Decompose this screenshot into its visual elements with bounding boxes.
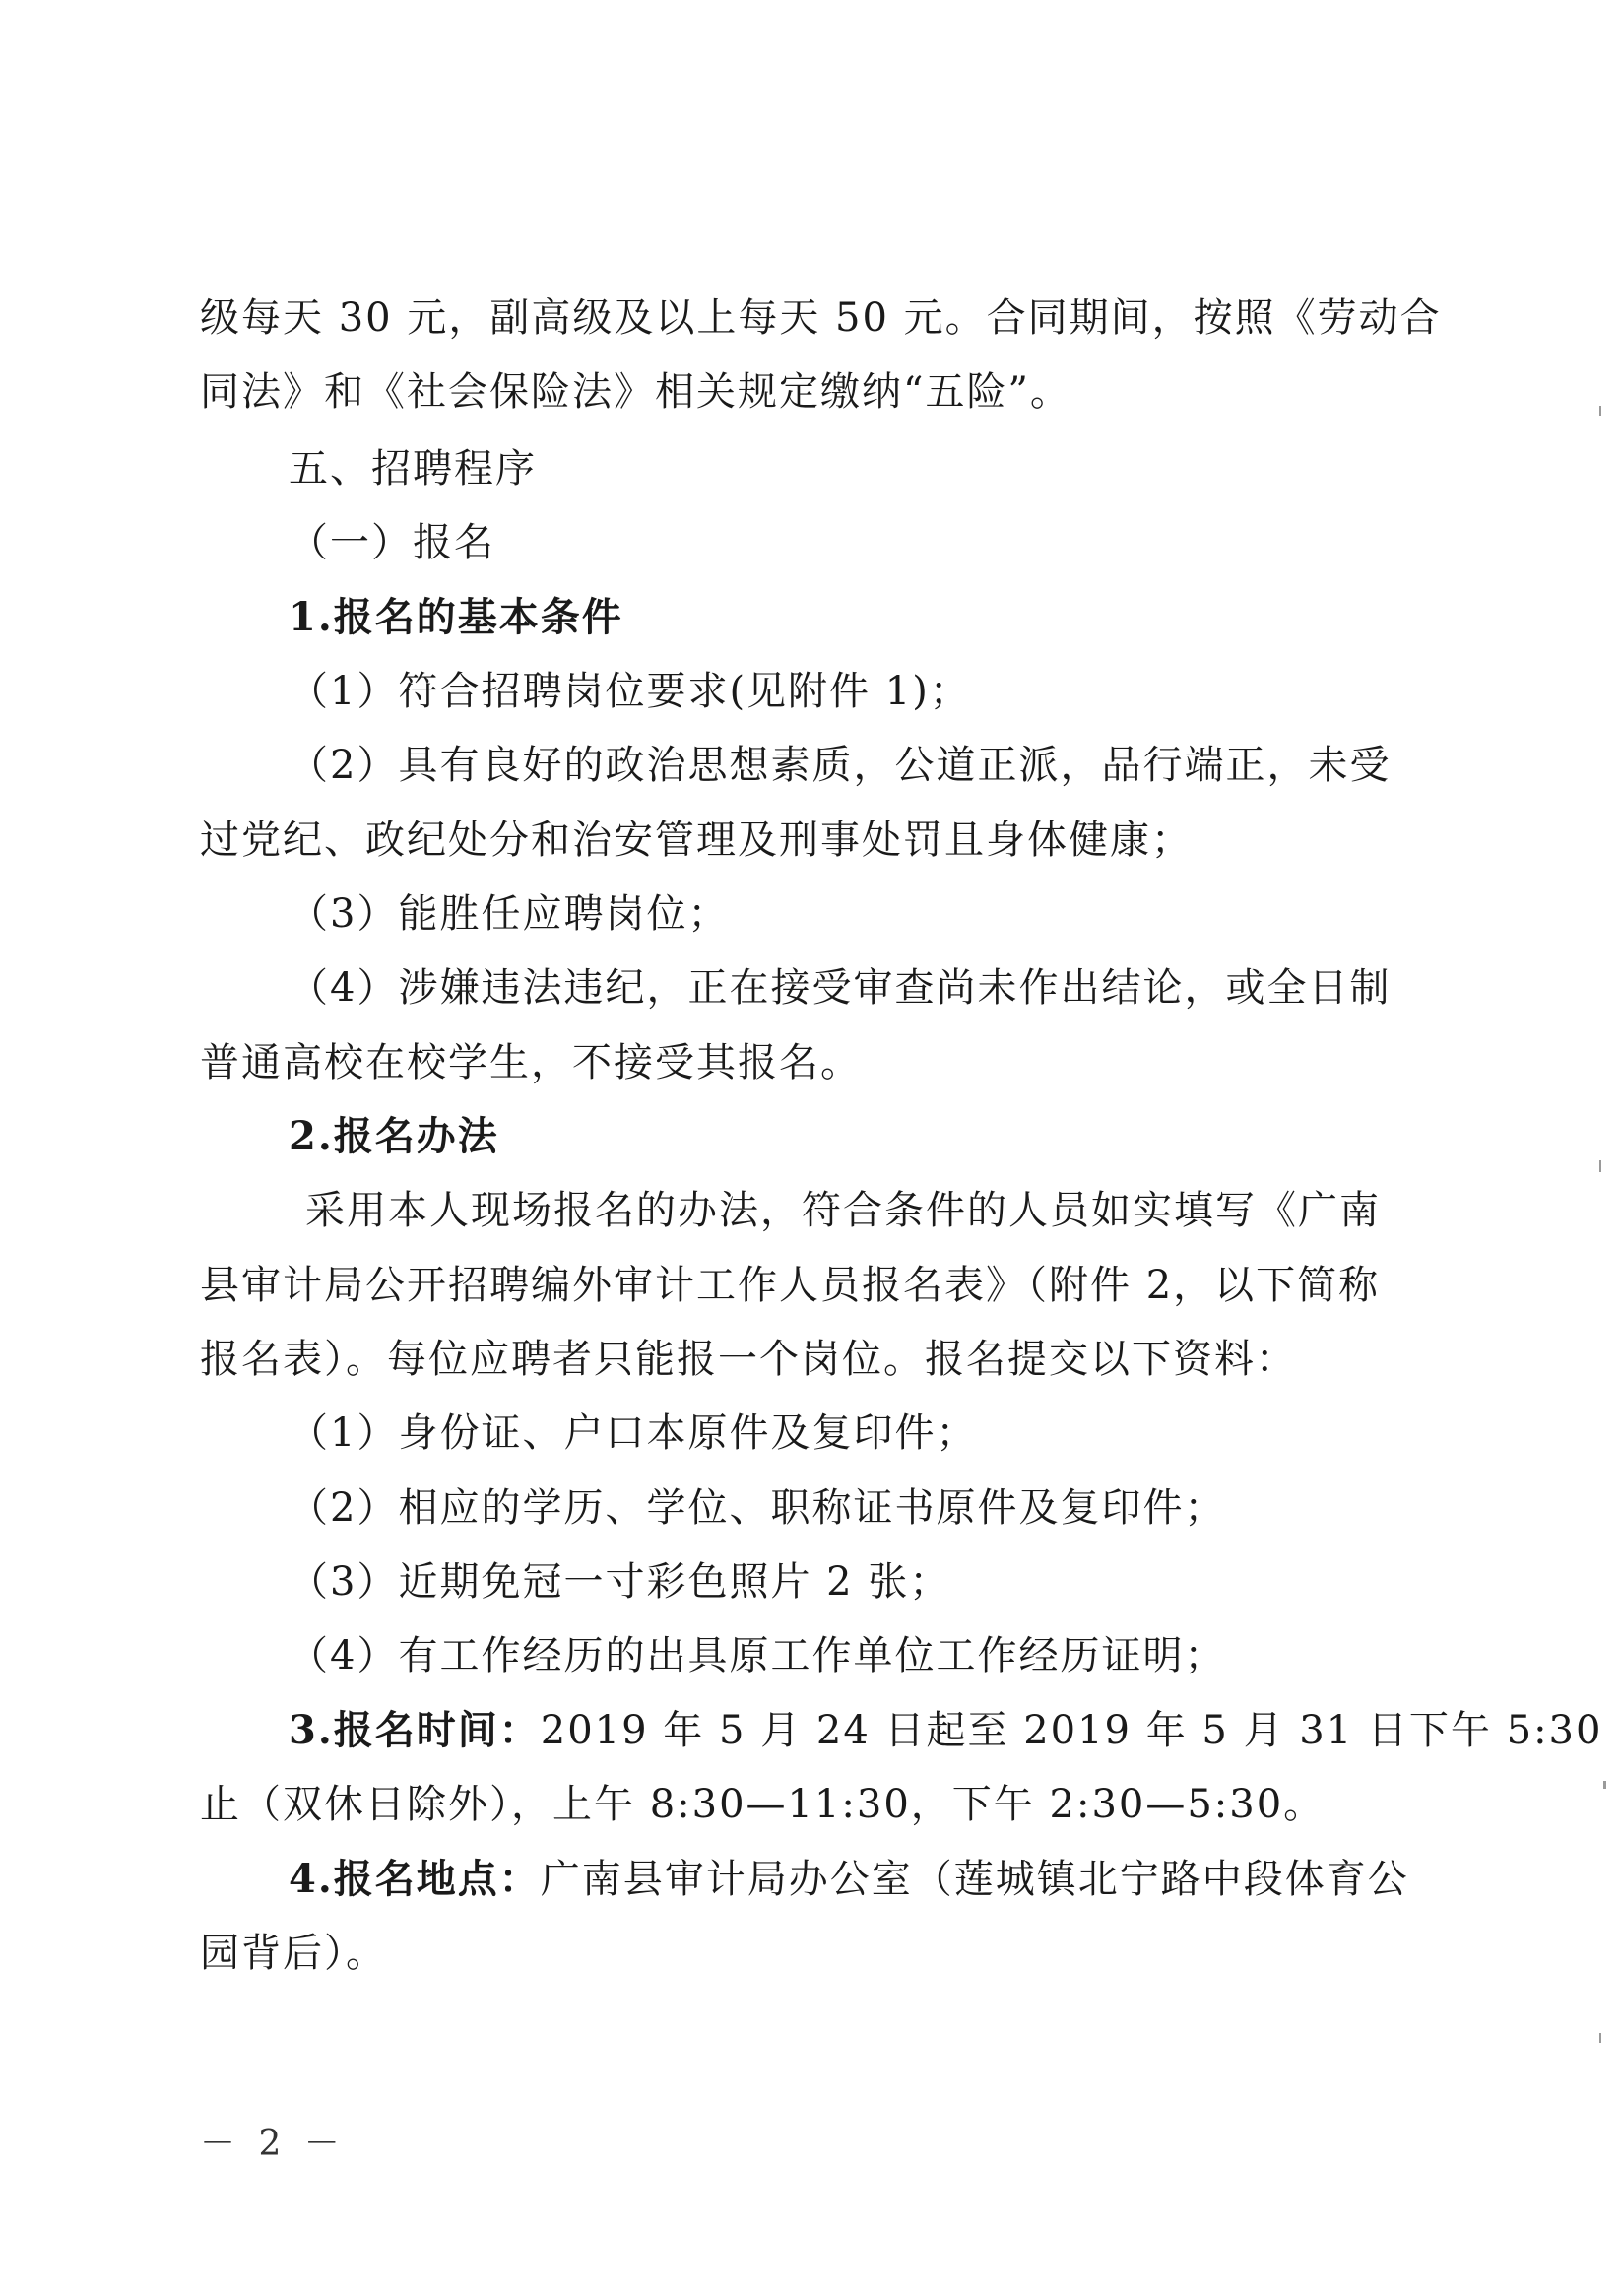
registration-time-line (289, 1707, 1602, 1754)
scan-speck (1599, 2033, 1601, 2043)
registration-location-label: 4.报名地点： (289, 1856, 541, 1902)
list-item: （2）相应的学历、学位、职称证书原件及复印件； (289, 1485, 1226, 1531)
registration-time-value: 2019 年 5 月 24 日起至 2019 年 5 月 31 日下午 5:30 (540, 1708, 1603, 1753)
scan-speck (1599, 406, 1601, 416)
scan-speck (1603, 1781, 1606, 1789)
list-item: （4）涉嫌违法违纪，正在接受审查尚未作出结论，或全日制 (289, 965, 1392, 1011)
list-item: （2）具有良好的政治思想素质，公道正派，品行端正，未受 (289, 743, 1392, 788)
registration-time-label: 3.报名时间： (289, 1707, 541, 1753)
paragraph-line: 级每天 30 元，副高级及以上每天 50 元。合同期间，按照《劳动合 (200, 295, 1442, 341)
paragraph-line: 同法》和《社会保险法》相关规定缴纳“五险”。 (200, 369, 1071, 415)
list-item: （1）符合招聘岗位要求(见附件 1)； (289, 669, 971, 714)
list-item: （3）能胜任应聘岗位； (289, 891, 730, 937)
page-number: － 2 － (200, 2124, 346, 2164)
registration-location-line (289, 1856, 1409, 1903)
paragraph-line: 县审计局公开招聘编外审计工作人员报名表》（附件 2，以下简称 (200, 1263, 1381, 1308)
paragraph-line: 园背后）。 (200, 1931, 387, 1976)
registration-location-value: 广南县审计局办公室（莲城镇北宁路中段体育公 (540, 1857, 1409, 1902)
list-item: （4）有工作经历的出具原工作单位工作经历证明； (289, 1633, 1226, 1678)
paragraph-line: 普通高校在校学生，不接受其报名。 (200, 1040, 862, 1085)
item-heading: 2.报名办法 (289, 1113, 499, 1159)
item-heading: 1.报名的基本条件 (289, 594, 623, 640)
paragraph-line: 止（双休日除外），上午 8:30—11:30，下午 2:30—5:30。 (200, 1782, 1326, 1827)
list-item: （1）身份证、户口本原件及复印件； (289, 1410, 978, 1456)
scan-speck (1599, 1160, 1601, 1172)
section-heading: 五、招聘程序 (289, 446, 537, 492)
paragraph-line: 采用本人现场报名的办法，符合条件的人员如实填写《广南 (305, 1188, 1381, 1233)
paragraph-line: 报名表）。每位应聘者只能报一个岗位。报名提交以下资料： (200, 1337, 1297, 1382)
subsection-heading: （一）报名 (289, 520, 495, 565)
paragraph-line: 过党纪、政纪处分和治安管理及刑事处罚且身体健康； (200, 818, 1193, 863)
list-item: （3）近期免冠一寸彩色照片 2 张； (289, 1559, 951, 1605)
